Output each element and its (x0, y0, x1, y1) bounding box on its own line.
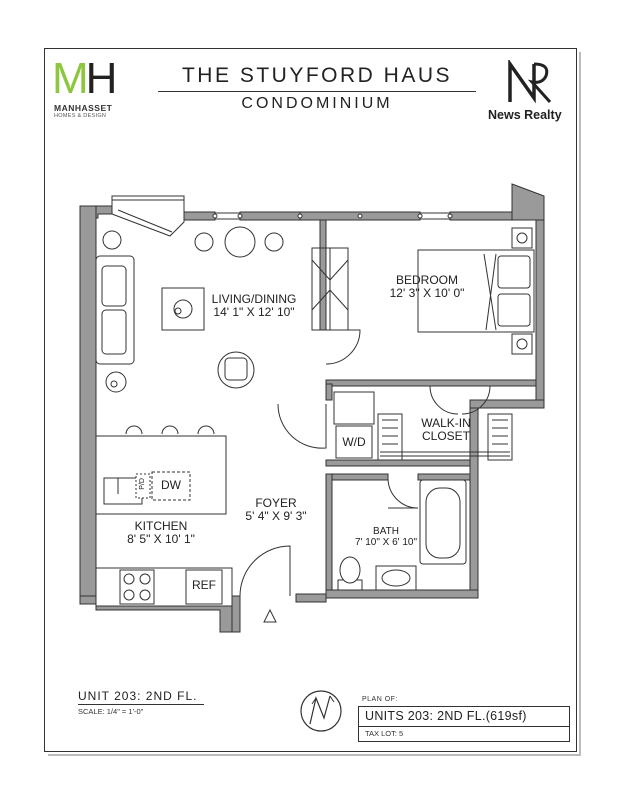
closet-sliding-doors (312, 248, 348, 330)
realtor-name: News Realty (488, 108, 562, 122)
plan-info-divider (359, 726, 569, 727)
bay-window (112, 196, 184, 236)
bedroom-label (372, 274, 482, 300)
living-dining-label (204, 293, 304, 319)
entry-arrow-icon (264, 610, 276, 622)
mh-logo-m: M (52, 54, 86, 103)
bath-name: BATH (373, 526, 399, 537)
dishwasher-label: DW (161, 478, 181, 492)
bath-label (346, 526, 426, 548)
building-name: THE STUYFORD HAUS (181, 64, 452, 87)
washer-dryer-label: W/D (342, 435, 366, 449)
kitchen-name: KITCHEN (134, 519, 188, 533)
unit-floor-label: UNIT 203: 2ND FL. (78, 689, 198, 703)
bath-dims: 7' 10" X 6' 10" (354, 537, 418, 548)
plan-units: UNITS 203: 2ND FL.(619sf) (365, 709, 527, 723)
foyer-dims: 5' 4" X 9' 3" (245, 509, 307, 524)
kitchen-island (96, 426, 226, 514)
foyer-label (236, 497, 316, 523)
pantry-label: P/D (139, 478, 147, 490)
armchair (218, 352, 254, 388)
walk-in-closet-label (406, 417, 486, 443)
living-dims: 14' 1" X 12' 10" (213, 305, 295, 320)
foyer-name: FOYER (255, 496, 297, 510)
developer-tagline: HOMES & DESIGN (54, 113, 107, 119)
closet-name-1: WALK-IN (421, 416, 471, 430)
kitchen-dims: 8' 5" X 10' 1" (127, 532, 195, 547)
bedroom-dims: 12' 3'' X 10' 0" (389, 286, 465, 301)
unit-floor-rule (78, 704, 204, 705)
plan-of-label: PLAN OF: (362, 696, 398, 703)
building-type: CONDOMINIUM (241, 95, 393, 112)
dining-table (195, 227, 283, 257)
refrigerator-label: REF (192, 578, 216, 592)
bedroom-name: BEDROOM (395, 273, 458, 287)
tax-lot: TAX LOT: 5 (365, 729, 404, 738)
mh-logo-h: H (85, 54, 115, 103)
closet-name-2: CLOSET (421, 429, 470, 444)
coffee-table (162, 288, 204, 330)
scale-label: SCALE: 1/4" = 1'-0" (78, 707, 144, 716)
kitchen-label (116, 520, 206, 546)
living-name: LIVING/DINING (211, 292, 297, 306)
developer-name: MANHASSET (54, 103, 113, 113)
plan-info-box (358, 706, 570, 742)
compass-north-icon (298, 688, 344, 734)
sofa (96, 231, 134, 392)
